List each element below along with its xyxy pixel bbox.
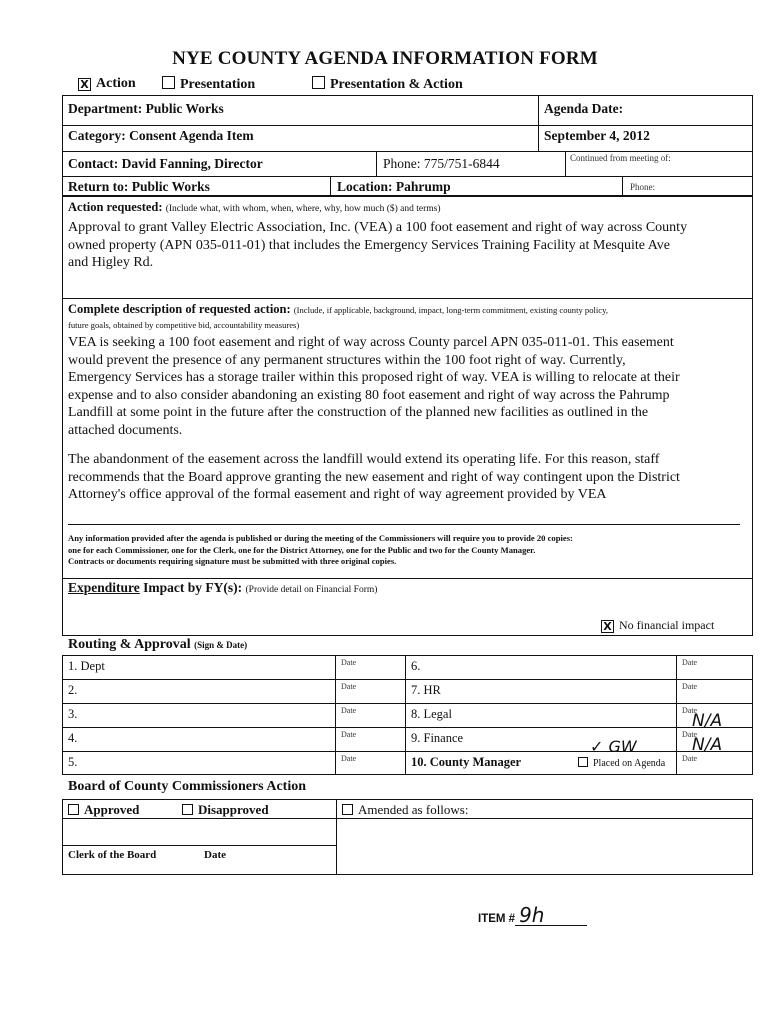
return-to-field: Return to: Public Works — [68, 179, 210, 194]
submission-notice: Any information provided after the agenda is published or during the meeting of the Commissioners will require you to provide 20 copies: one for each Commissioner, one for the Clerk, one for the District Attorney, one for the Public and two for the County Manager. Contracts or documents requiring signature must be submitted with three original copies. — [68, 533, 573, 566]
description-para-2: The abandonment of the easement across the landfill would extend its operating life. For this reason, staff recommends that the Board approve granting the new easement and right of way contingent upon the District Attorney's office approval of the formal easement and right of way agreement provided by VEA — [68, 452, 680, 502]
agenda-date-label: Agenda Date: — [544, 101, 624, 116]
routing-row: 8. Legal — [411, 707, 452, 721]
date-label: Date — [682, 682, 698, 691]
agenda-date-value: September 4, 2012 — [544, 128, 650, 143]
expenditure-label: Expenditure Impact by FY(s): (Provide detail on Financial Form) — [68, 580, 378, 595]
county-manager-signature: ✓ GW — [590, 737, 637, 756]
amended-option[interactable]: Amended as follows: — [342, 802, 468, 818]
approved-option[interactable]: Approved — [68, 802, 139, 818]
date-label: Date — [341, 658, 357, 667]
action-requested-label: Action requested: (Include what, with whom, when, where, why, how much ($) and terms) — [68, 200, 441, 214]
presentation-option[interactable]: Presentation — [162, 76, 255, 93]
presentation-checkbox[interactable] — [162, 76, 175, 89]
date-label: Date — [341, 682, 357, 691]
routing-row: 3. — [68, 707, 78, 721]
date-label: Date — [341, 706, 357, 715]
action-requested-text: Approval to grant Valley Electric Association, Inc. (VEA) a 100 foot easement and right of way across County owned property (APN 035-011-01) that includes the Emergency Services Training Facility at Mesquite Ave and Higley Rd. — [68, 220, 688, 270]
disapproved-option[interactable]: Disapproved — [182, 802, 269, 818]
phone-field: Phone: 775/751-6844 — [383, 156, 500, 171]
description-hint-2: future goals, obtained by competitive bid, accountability measures) — [68, 320, 300, 330]
description-hint-1: (Include, if applicable, background, impact, long-term commitment, existing county policy, — [293, 305, 609, 315]
routing-row: 5. — [68, 755, 78, 769]
action-checkbox[interactable]: X — [78, 78, 91, 91]
date-label: Date — [682, 730, 698, 739]
category-field: Category: Consent Agenda Item — [68, 128, 254, 143]
board-action-label: Board of County Commissioners Action — [68, 779, 307, 794]
routing-row: 1. Dept — [68, 659, 105, 673]
no-financial-impact-option[interactable]: X No financial impact — [601, 618, 714, 633]
date-label: Date — [682, 754, 698, 763]
expenditure-hint: (Provide detail on Financial Form) — [245, 585, 378, 595]
phone2-label: Phone: — [630, 182, 656, 192]
routing-row: 7. HR — [411, 683, 441, 697]
routing-row: 2. — [68, 683, 78, 697]
amended-checkbox[interactable] — [342, 804, 353, 815]
date-label: Date — [682, 706, 698, 715]
routing-row: 9. Finance — [411, 731, 464, 745]
routing-row: 10. County Manager — [411, 755, 522, 769]
no-financial-impact-checkbox[interactable]: X — [601, 620, 614, 633]
routing-row: 4. — [68, 731, 78, 745]
contact-field: Contact: David Fanning, Director — [68, 156, 263, 171]
date-label: Date — [341, 730, 357, 739]
presentation-action-option[interactable]: Presentation & Action — [312, 76, 463, 93]
department-field: Department: Public Works — [68, 101, 224, 116]
clerk-of-board-label: Clerk of the Board — [68, 849, 157, 861]
item-number: ITEM # 9h — [478, 905, 587, 927]
clerk-date-label: Date — [204, 849, 226, 861]
date-label: Date — [682, 658, 698, 667]
finance-na-mark: N/A — [692, 735, 723, 755]
legal-na-mark: N/A — [692, 711, 723, 731]
routing-hint: (Sign & Date) — [194, 640, 248, 650]
approved-checkbox[interactable] — [68, 804, 79, 815]
item-number-value: 9h — [515, 905, 587, 926]
action-option[interactable]: X Action — [78, 76, 136, 92]
description-label: Complete description of requested action: (Include, if applicable, background, impact, long-term commitment, existing county policy, — [68, 302, 609, 316]
routing-row: 6. — [411, 659, 421, 673]
description-para-1: VEA is seeking a 100 foot easement and right of way across County parcel APN 035-011-01. This easement would prevent the presence of any permanent structures within the 100 foot right of way. Currently, Emergency Services has a storage trailer within this proposed right of way. VEA is willing to relocate at their expense and to also consider abandoning an existing 80 foot easement and right of way across the Pahrump Landfill at some point in the future after the construction of the planned new facilities as outlined in the attached documents. — [68, 335, 680, 438]
continued-label: Continued from meeting of: — [570, 153, 671, 163]
action-requested-hint: (Include what, with whom, when, where, why, how much ($) and terms) — [165, 204, 441, 214]
date-label: Date — [341, 754, 357, 763]
presentation-action-checkbox[interactable] — [312, 76, 325, 89]
form-title: NYE COUNTY AGENDA INFORMATION FORM — [172, 48, 598, 69]
placed-on-agenda-checkbox[interactable] — [578, 757, 588, 767]
routing-label: Routing & Approval (Sign & Date) — [68, 637, 248, 652]
disapproved-checkbox[interactable] — [182, 804, 193, 815]
placed-on-agenda-option[interactable]: Placed on Agenda — [578, 757, 665, 769]
location-field: Location: Pahrump — [337, 179, 451, 194]
